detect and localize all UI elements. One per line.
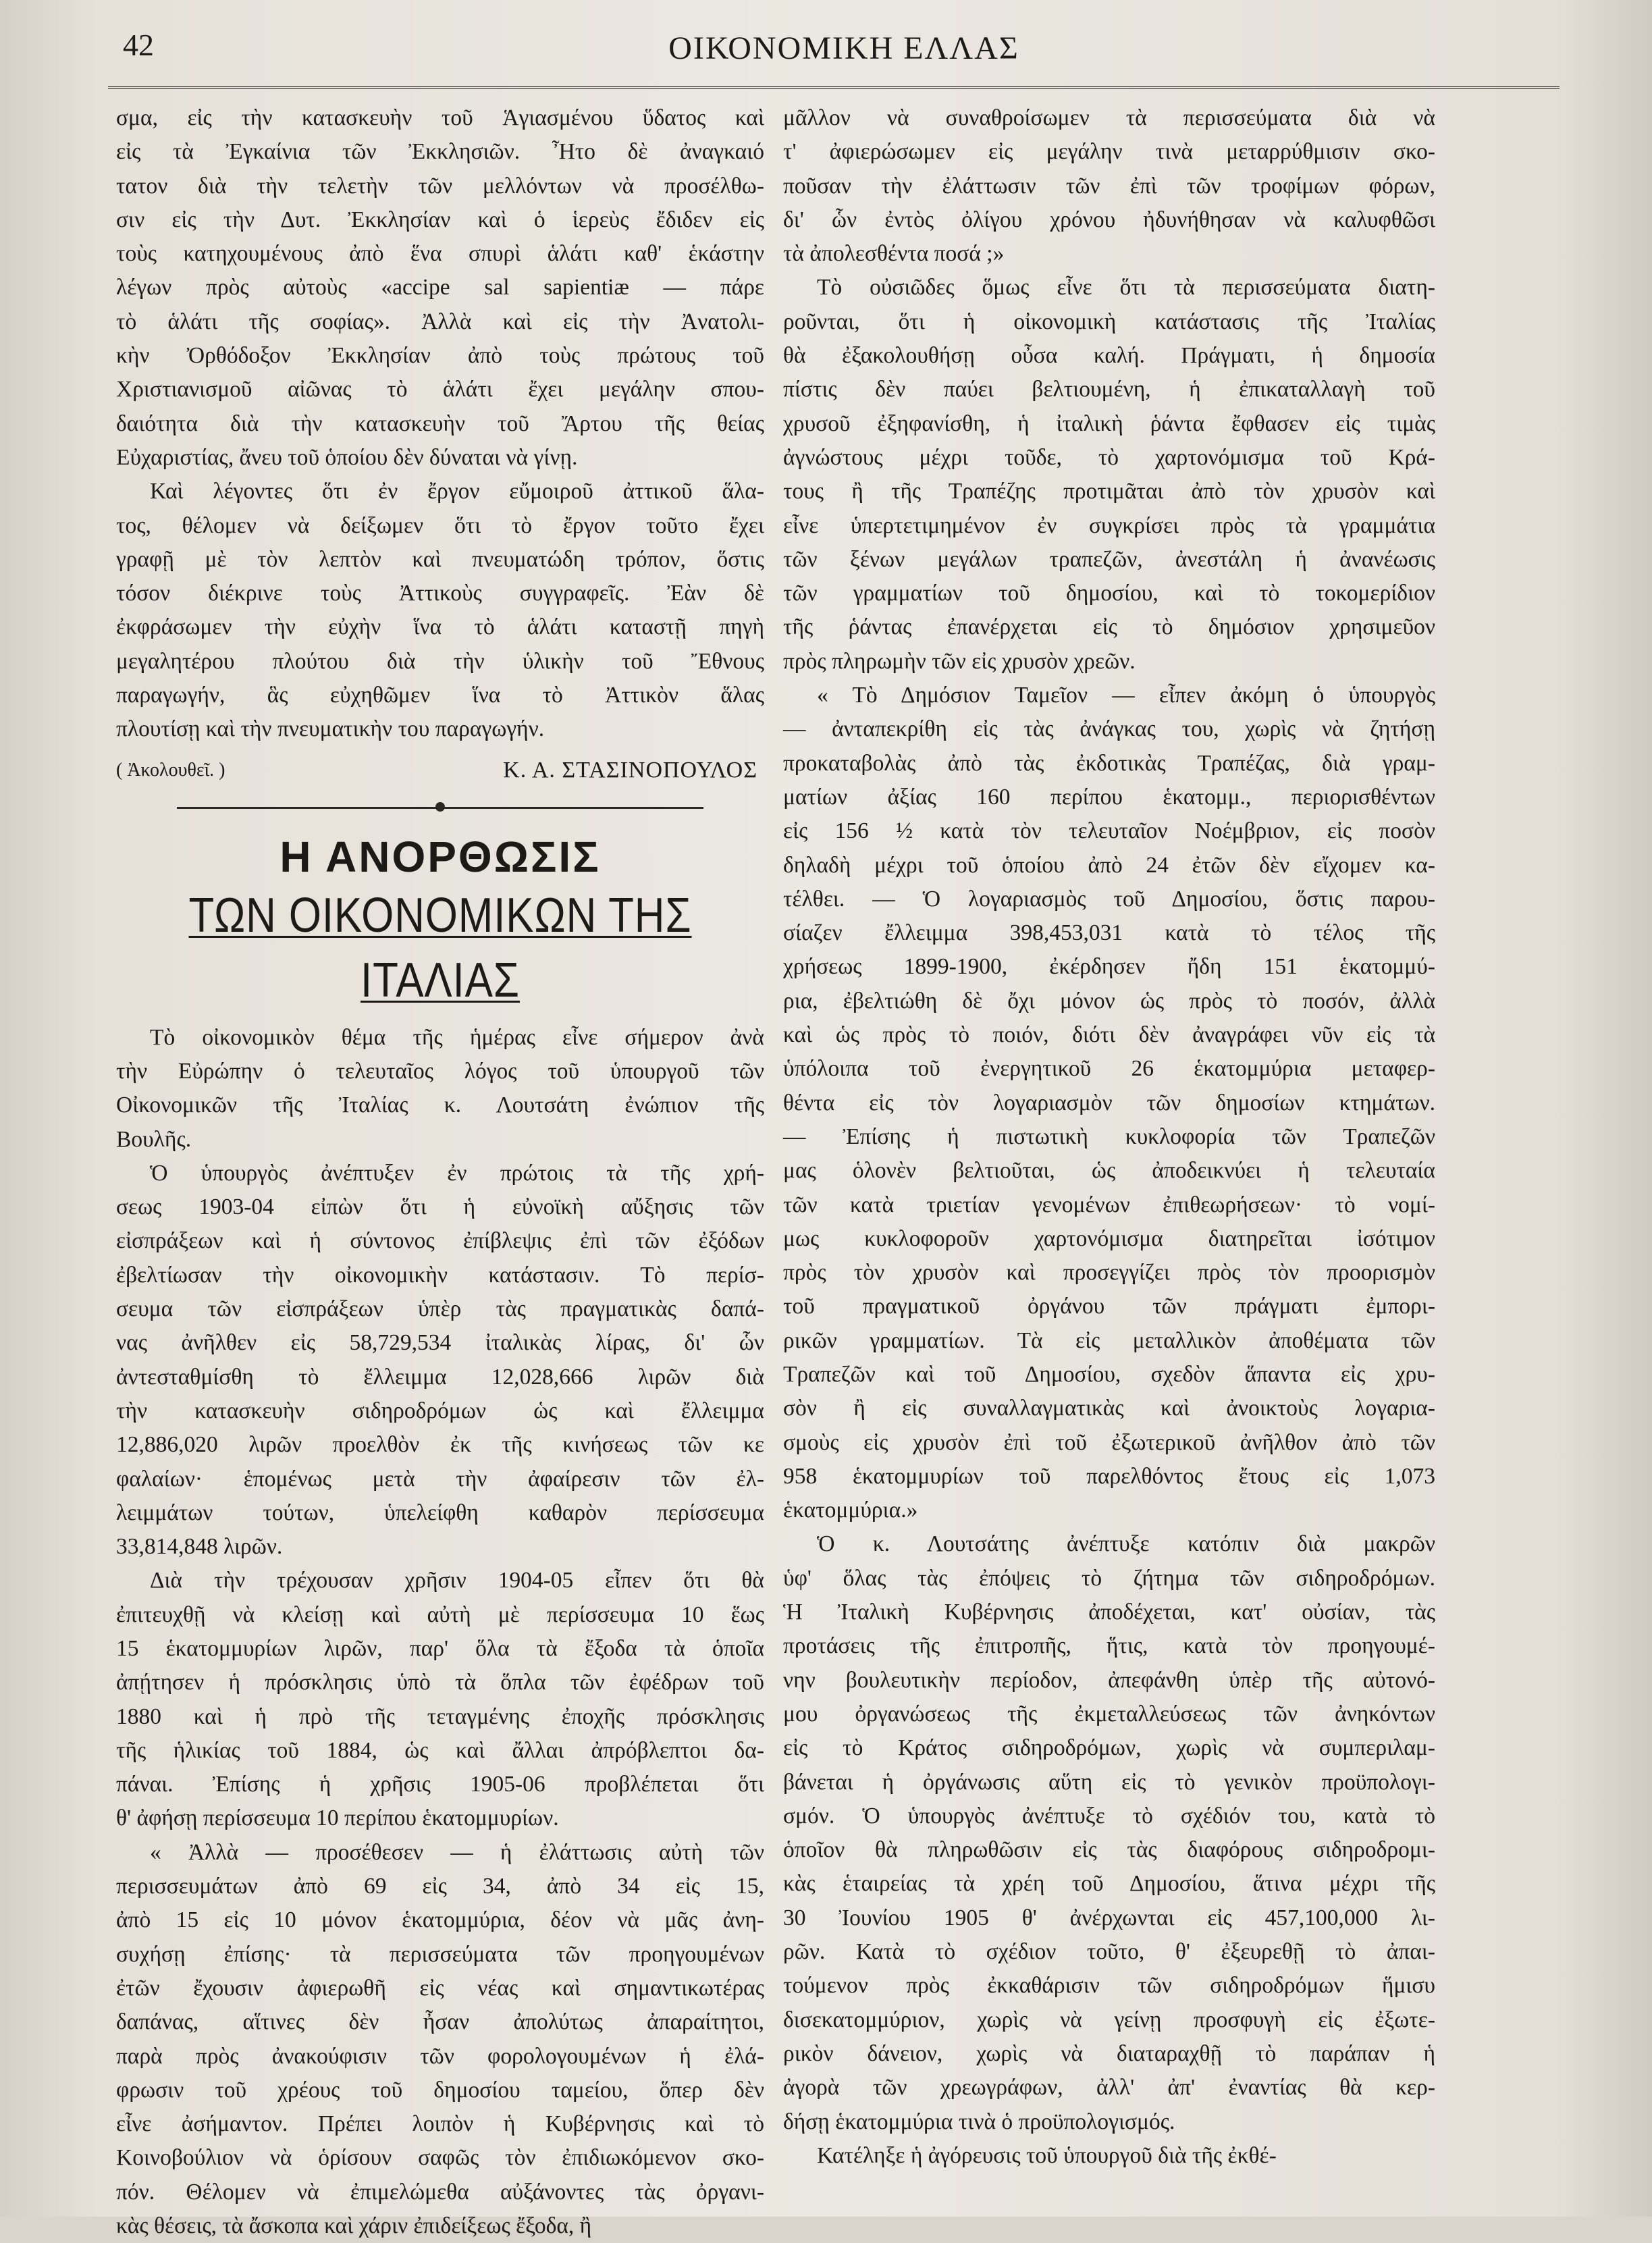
text-line: Τραπεζῶν καὶ τοῦ Δημοσίου, σχεδὸν ἅπαντα εἰς χρυ- bbox=[783, 1361, 1435, 1387]
text-line: εἶνε ἀσήμαντον. Πρέπει λοιπὸν ἡ Κυβέρνησις καὶ τὸ bbox=[116, 2111, 764, 2137]
paragraph bbox=[116, 1564, 764, 1835]
text-line: — ἀνταπεκρίθη εἰς τὰς ἀνάγκας του, χωρὶς νὰ ζητήσῃ bbox=[783, 716, 1435, 742]
text-line: 30 Ἰουνίου 1905 θ' ἀνέρχωνται εἰς 457,100,000 λι- bbox=[783, 1905, 1435, 1930]
text-line: ρια, ἐβελτιώθη δὲ ὄχι μόνον ὡς πρὸς τὸ ποσόν, ἀλλὰ bbox=[783, 988, 1435, 1013]
text-line: σὸν ἢ εἰς συναλλαγματικὰς καὶ ἀνοικτοὺς λογαρια- bbox=[783, 1396, 1435, 1421]
text-line: ἀγορὰ τῶν χρεωγράφων, ἀλλ' ἀπ' ἐναντίας θὰ κερ- bbox=[783, 2075, 1435, 2101]
text-line: Καὶ λέγοντες ὅτι ἐν ἔργον εὔμοιροῦ ἀττικοῦ ἅλα- bbox=[150, 479, 764, 504]
text-line: τόσον διέκρινε τοὺς Ἀττικοὺς συγγραφεῖς. Ἐὰν δὲ bbox=[116, 581, 764, 606]
paragraph bbox=[783, 679, 1435, 1527]
text-line: δι' ὧν ἐντὸς ὀλίγου χρόνου ἠδυνήθησαν νὰ καλυφθῶσι bbox=[783, 207, 1435, 232]
text-line: κὰς ἑταιρείας τὰ χρέη τοῦ Δημοσίου, ἅτινα μέχρι τῆς bbox=[783, 1871, 1435, 1897]
running-title: ΟΙΚΟΝΟΜΙΚΗ ΕΛΛΑΣ bbox=[668, 30, 1019, 66]
text-line: Οἰκονομικῶν τῆς Ἰταλίας κ. Λουτσάτη ἐνώπιον τῆς bbox=[116, 1092, 764, 1118]
text-line: θὰ ἐξακολουθήσῃ οὖσα καλή. Πράγματι, ἡ δημοσία bbox=[783, 343, 1435, 369]
text-line: ρῶν. Κατὰ τὸ σχέδιον τοῦτο, θ' ἐξευρεθῇ τὸ ἀπαι- bbox=[783, 1939, 1435, 1965]
text-line: ὑφ' ὅλας τὰς ἐπόψεις τὸ ζήτημα τῶν σιδηροδρόμων. bbox=[783, 1565, 1435, 1591]
text-line: πάναι. Ἐπίσης ἡ χρῆσις 1905-06 προβλέπεται ὅτι bbox=[116, 1772, 764, 1797]
text-line: Εὐχαριστίας, ἄνευ τοῦ ὁποίου δὲν δύναται νὰ γίνῃ. bbox=[116, 444, 578, 470]
text-line: τῶν ξένων μεγάλων τραπεζῶν, ἀνεστάλη ἡ ἀνανέωσις bbox=[783, 546, 1435, 572]
article-signature bbox=[116, 752, 764, 790]
text-line: πλουτίσῃ καὶ τὴν πνευματικὴν του παραγωγήν. bbox=[116, 716, 545, 742]
text-line: εἰσπράξεων καὶ ἡ σύντονος ἐπίβλεψις ἐπὶ τῶν ἐξόδων bbox=[116, 1228, 764, 1254]
text-line: κὴν Ὀρθόδοξον Ἐκκλησίαν ἀπὸ τοὺς πρώτους τοῦ bbox=[116, 343, 764, 369]
text-line: Χριστιανισμοῦ αἰῶνας τὸ ἁλάτι ἔχει μεγάλην σπου- bbox=[116, 377, 764, 402]
page-number: 42 bbox=[123, 28, 154, 62]
paragraph bbox=[783, 271, 1435, 679]
text-line: πόν. Θέλομεν νὰ ἐπιμελώμεθα αὐξάνοντες τὰς ὀργανι- bbox=[116, 2179, 764, 2205]
text-line: ὑπόλοιπα τοῦ ἐνεργητικοῦ 26 ἑκατομμύρια μεταφερ- bbox=[783, 1056, 1435, 1082]
text-line: τούμενον πρὸς ἐκκαθάρισιν τῶν σιδηροδρόμων ἥμισυ bbox=[783, 1973, 1435, 1999]
text-line: τέλθει. — Ὁ λογαριασμὸς τοῦ Δημοσίου, ὅστις παρου- bbox=[783, 886, 1435, 912]
paragraph bbox=[116, 1157, 764, 1564]
paragraph bbox=[783, 2139, 1435, 2173]
text-line: σίαζεν ἔλλειμμα 398,453,031 κατὰ τὸ τέλος τῆς bbox=[783, 920, 1435, 946]
headline: Η ΑΝΟΡΘΩΣΙΣ bbox=[279, 832, 601, 881]
text-line: τῶν γραμματίων τοῦ δημοσίου, καὶ τὸ τοκομερίδιον bbox=[783, 581, 1435, 606]
text-line: φρωσιν τοῦ χρέους τοῦ δημοσίου ταμείου, ὅπερ δὲν bbox=[116, 2077, 764, 2103]
text-line: δισεκατομμύριον, χωρὶς νὰ γείνῃ προσφυγὴ εἰς ἐξωτε- bbox=[783, 2007, 1435, 2032]
text-line: χρυσοῦ ἐξηφανίσθη, ἡ ἰταλικὴ ῥάντα ἔφθασεν εἰς τιμὰς bbox=[783, 411, 1435, 436]
left-column bbox=[116, 101, 764, 2243]
text-line: Ὁ κ. Λουτσάτης ἀνέπτυξε κατόπιν διὰ μακρῶν bbox=[817, 1531, 1435, 1557]
header-rule bbox=[108, 86, 1560, 89]
text-line: ἐκφράσωμεν τὴν εὐχὴν ἵνα τὸ ἁλάτι καταστῇ πηγὴ bbox=[116, 614, 764, 640]
text-line: Κατέληξε ἡ ἀγόρευσις τοῦ ὑπουργοῦ διὰ τῆς ἐκθέ- bbox=[817, 2142, 1277, 2168]
paragraph bbox=[783, 101, 1435, 271]
to-be-continued-note: ( Ἀκολουθεῖ. ) bbox=[116, 760, 225, 781]
text-line: βάνεται ἡ ὀργάνωσις αὕτη εἰς τὸ γενικὸν προϋπολογι- bbox=[783, 1769, 1435, 1795]
author-name: Κ. Α. ΣΤΑΣΙΝΟΠΟΥΛΟΣ bbox=[503, 758, 757, 783]
text-line: ροῦνται, ὅτι ἡ οἰκονομικὴ κατάστασις τῆς Ἰταλίας bbox=[783, 309, 1435, 334]
text-line: πρὸς πληρωμὴν τῶν εἰς χρυσὸν χρεῶν. bbox=[783, 648, 1136, 674]
text-line: μως κυκλοφοροῦν χαρτονόμισμα διατηρεῖται ἰσότιμον bbox=[783, 1225, 1435, 1251]
text-line: 12,886,020 λιρῶν προελθὸν ἐκ τῆς κινήσεως τῶν κε bbox=[116, 1432, 764, 1458]
text-line: νας ἀνῆλθεν εἰς 58,729,534 ἰταλικὰς λίρας, δι' ὧν bbox=[116, 1330, 764, 1356]
text-line: ἐβελτίωσαν τὴν οἰκονομικὴν κατάστασιν. Τὸ περίσ- bbox=[116, 1262, 764, 1288]
text-line: προκαταβολὰς ἀπὸ τὰς ἐκδοτικὰς Τραπέζας, διὰ γραμ- bbox=[783, 750, 1435, 776]
text-line: τῶν κατὰ τριετίαν γενομένων ἐπιθεωρήσεων· τὸ νομί- bbox=[783, 1192, 1435, 1217]
text-line: κὰς θέσεις, τὰ ἄσκοπα καὶ χάριν ἐπιδείξεως ἔξοδα, ἢ bbox=[116, 2213, 592, 2239]
paragraph bbox=[116, 1021, 764, 1157]
text-line: εἰς τὰ Ἐγκαίνια τῶν Ἐκκλησιῶν. Ἦτο δὲ ἀναγκαιό bbox=[116, 139, 764, 165]
text-line: δηλαδὴ μέχρι τοῦ ὁποίου ἀπὸ 24 ἐτῶν δὲν εἴχομεν κα- bbox=[783, 852, 1435, 878]
text-line: τοῦ πραγματικοῦ ὀργάνου τῶν πράγματι ἐμπορι- bbox=[783, 1294, 1435, 1319]
text-line: σμόν. Ὁ ὑπουργὸς ἀνέπτυξε τὸ σχέδιόν του, κατὰ τὸ bbox=[783, 1803, 1435, 1828]
text-line: σευμα τῶν εἰσπράξεων ὑπὲρ τὰς πραγματικὰς δαπά- bbox=[116, 1296, 764, 1322]
text-line: ποῦσαν τὴν ἐλάττωσιν τῶν ἐπὶ τῶν τροφίμων φόρων, bbox=[783, 173, 1435, 199]
text-line: εἰς 156 ½ κατὰ τὸν τελευταῖον Νοέμβριον, εἰς ποσὸν bbox=[783, 818, 1435, 844]
text-line: ἀντεσταθμίσθη τὸ ἔλλειμμα 12,028,666 λιρῶν διὰ bbox=[116, 1364, 764, 1390]
text-line: πίστις δὲν παύει βελτιουμένη, ἡ ἐπικαταλλαγὴ τοῦ bbox=[783, 377, 1435, 402]
continued-article-text bbox=[116, 101, 764, 475]
text-line: ματίων ἀξίας 160 περίπου ἑκατομμ., περιορισθέντων bbox=[783, 784, 1435, 810]
text-line: θέντα εἰς τὸν λογαριασμὸν τῶν δημοσίων κτημάτων. bbox=[783, 1090, 1435, 1115]
text-line: τῆς ἡλικίας τοῦ 1884, ὡς καὶ ἄλλαι ἀπρόβλεπτοι δα- bbox=[116, 1737, 764, 1763]
text-line: νην βουλευτικὴν περίοδον, ἀπεφάνθη ὑπὲρ τῆς αὐτονό- bbox=[783, 1667, 1435, 1693]
text-line: τ' ἀφιερώσωμεν εἰς μεγάλην τινὰ μεταρρύθμισιν σκο- bbox=[783, 139, 1435, 165]
text-line: πρὸς τὸν χρυσὸν καὶ προσεγγίζει πρὸς τὸν προορισμὸν bbox=[783, 1260, 1435, 1286]
text-line: λέγων πρὸς αὐτοὺς «accipe sal sapientiæ — πάρε bbox=[116, 275, 764, 300]
text-line: δαιότητα διὰ τὴν κατασκευὴν τοῦ Ἄρτου τῆς θείας bbox=[116, 411, 764, 436]
text-line: — Ἐπίσης ἡ πιστωτικὴ κυκλοφορία τῶν Τραπεζῶν bbox=[783, 1124, 1435, 1149]
text-line: ὁποῖον θὰ πληρωθῶσιν εἰς τὰς διαφόρους σιδηροδρομι- bbox=[783, 1837, 1435, 1863]
text-line: τοὺς κατηχουμένους ἀπὸ ἕνα σπυρὶ ἁλάτι καθ' ἑκάστην bbox=[116, 241, 764, 267]
text-line: Διὰ τὴν τρέχουσαν χρῆσιν 1904-05 εἶπεν ὅτι θὰ bbox=[150, 1568, 764, 1593]
text-line: Κοινοβούλιον νὰ ὁρίσουν σαφῶς τὸν ἐπιδιωκόμενον σκο- bbox=[116, 2145, 764, 2171]
text-line: προτάσεις τῆς ἐπιτροπῆς, ἥτις, κατὰ τὸν προηγουμέ- bbox=[783, 1633, 1435, 1659]
text-line: θ' ἀφήσῃ περίσσευμα 10 περίπου ἑκατομμυρίων. bbox=[116, 1805, 559, 1831]
text-line: τὴν κατασκευὴν σιδηροδρόμων ὡς καὶ ἔλλειμμα bbox=[116, 1398, 764, 1423]
paragraph bbox=[783, 1527, 1435, 2138]
text-line: ρικῶν γραμματίων. Τὰ εἰς μεταλλικὸν ἀποθέματα τῶν bbox=[783, 1327, 1435, 1353]
right-column bbox=[783, 101, 1435, 2173]
text-line: τους ἢ τῆς Τραπέζης προτιμᾶται ἀπὸ τὸν χρυσὸν καὶ bbox=[783, 479, 1435, 504]
headline-subtitle: ΤΩΝ ΟΙΚΟΝΟΜΙΚΩΝ ΤΗΣ ΙΤΑΛΙΑΣ bbox=[188, 888, 692, 1007]
text-line: εἶνε ὑπερτετιμημένον ἐν συγκρίσει πρὸς τὰ γραμμάτια bbox=[783, 512, 1435, 538]
text-line: τὸ ἁλάτι τῆς σοφίας». Ἀλλὰ καὶ εἰς τὴν Ἀνατολι- bbox=[116, 309, 764, 334]
text-line: Τὸ οὐσιῶδες ὅμως εἶνε ὅτι τὰ περισσεύματα διατη- bbox=[817, 275, 1435, 300]
text-line: μου ὀργανώσεως τῆς ἐκμεταλλεύσεως τῶν ἀνηκόντων bbox=[783, 1701, 1435, 1726]
text-line: σμα, εἰς τὴν κατασκευὴν τοῦ Ἁγιασμένου ὕδατος καὶ bbox=[116, 105, 764, 130]
text-line: Τὸ οἰκονομικὸν θέμα τῆς ἡμέρας εἶνε σήμερον ἀνὰ bbox=[150, 1024, 764, 1050]
text-line: παρὰ πρὸς ἀνακούφισιν τῶν φορολογουμένων ἡ ἐλά- bbox=[116, 2043, 764, 2069]
text-line: ἐτῶν ἔχουσιν ἀφιερωθῆ εἰς νέας καὶ σημαντικωτέρας bbox=[116, 1975, 764, 2001]
text-line: « Ἀλλὰ — προσέθεσεν — ἡ ἐλάττωσις αὐτὴ τῶν bbox=[150, 1839, 764, 1865]
text-line: ἀπὸ 15 εἰς 10 μόνον ἑκατομμύρια, δέον νὰ μᾶς ἀνη- bbox=[116, 1907, 764, 1933]
text-line: συχήσῃ ἐπίσης· τὰ περισσεύματα τῶν προηγουμένων bbox=[116, 1941, 764, 1967]
text-line: 33,814,848 λιρῶν. bbox=[116, 1534, 283, 1560]
text-line: σμοὺς εἰς χρυσὸν ἐπὶ τοῦ ἐξωτερικοῦ ἀνῆλθον ἀπὸ τῶν bbox=[783, 1429, 1435, 1455]
text-line: τῆς ῥάντας ἐπανέρχεται εἰς τὸ δημόσιον χρησιμεῦον bbox=[783, 614, 1435, 640]
text-line: μεγαλητέρου πλούτου διὰ τὴν ὑλικὴν τοῦ Ἔθνους bbox=[116, 648, 764, 674]
text-line: σιν εἰς τὴν Δυτ. Ἐκκλησίαν καὶ ὁ ἱερεὺς ἔδιδεν εἰς bbox=[116, 207, 764, 232]
page-header bbox=[0, 20, 1652, 95]
text-line: Βουλῆς. bbox=[116, 1126, 192, 1152]
text-line: μας ὁλονὲν βελτιοῦται, ὡς ἀποδεικνύει ἡ τελευταία bbox=[783, 1158, 1435, 1184]
article-separator bbox=[177, 794, 703, 821]
text-line: δήσῃ ἑκατομμύρια τινὰ ὁ προϋπολογισμός. bbox=[783, 2109, 1175, 2134]
text-line: καὶ ὡς πρὸς τὸ ποιόν, διότι δὲν ἀναγράφει νῦν εἰς τὰ bbox=[783, 1022, 1435, 1048]
separator-bullet bbox=[435, 802, 445, 812]
text-line: περισσευμάτων ἀπὸ 69 εἰς 34, ἀπὸ 34 εἰς 15, bbox=[116, 1874, 764, 1899]
paragraph bbox=[116, 1836, 764, 2243]
text-line: ἐπιτευχθῇ νὰ κλείσῃ καὶ αὐτὴ μὲ περίσσευμα 10 ἕως bbox=[116, 1602, 764, 1627]
paragraph bbox=[116, 475, 764, 746]
text-line: 1880 καὶ ἡ πρὸ τῆς τεταγμένης ἐποχῆς πρόσκλησις bbox=[116, 1704, 764, 1729]
text-line: παραγωγήν, ἃς εὐχηθῶμεν ἵνα τὸ Ἀττικὸν ἅλας bbox=[116, 683, 764, 708]
text-line: τὰ ἀπολεσθέντα ποσά ;» bbox=[783, 241, 1005, 267]
text-line: Ὁ ὑπουργὸς ἀνέπτυξεν ἐν πρώτοις τὰ τῆς χρή- bbox=[150, 1160, 764, 1186]
text-line: μᾶλλον νὰ συναθροίσωμεν τὰ περισσεύματα διὰ νὰ bbox=[783, 105, 1435, 130]
text-line: ἑκατομμύρια.» bbox=[783, 1498, 918, 1523]
text-line: λειμμάτων τούτων, ὑπελείφθη καθαρὸν περίσσευμα bbox=[116, 1500, 764, 1525]
text-line: τατον διὰ τὴν τελετὴν τῶν μελλόντων νὰ προσέλθω- bbox=[116, 173, 764, 199]
text-line: χρήσεως 1899-1900, ἐκέρδησεν ἤδη 151 ἑκατομμύ- bbox=[783, 954, 1435, 980]
text-line: εἰς τὸ Κράτος σιδηροδρόμων, χωρὶς νὰ συμπεριλαμ- bbox=[783, 1735, 1435, 1761]
text-line: φαλαίων· ἑπομένως μετὰ τὴν ἀφαίρεσιν τῶν ἐλ- bbox=[116, 1466, 764, 1492]
text-line: ἀπῄτησεν ἡ πρόσκλησις ὑπὸ τὰ ὅπλα τῶν ἐφέδρων τοῦ bbox=[116, 1670, 764, 1695]
text-line: ρικὸν δάνειον, χωρὶς νὰ διαταραχθῇ τὸ παράπαν ἡ bbox=[783, 2040, 1435, 2066]
text-line: γραφῇ μὲ τὸν λεπτὸν καὶ πνευματώδη τρόπον, ὅστις bbox=[116, 546, 764, 572]
text-line: τὴν Εὐρώπην ὁ τελευταῖος λόγος τοῦ ὑπουργοῦ τῶν bbox=[116, 1058, 764, 1084]
text-line: τος, θέλομεν νὰ δείξωμεν ὅτι τὸ ἔργον τοῦτο ἔχει bbox=[116, 512, 764, 538]
text-line: Ἡ Ἰταλικὴ Κυβέρνησις ἀποδέχεται, κατ' οὐσίαν, τὰς bbox=[783, 1600, 1435, 1625]
text-line: ἀγνώστους μέχρι τοῦδε, τὸ χαρτονόμισμα τοῦ Κρά- bbox=[783, 444, 1435, 470]
text-line: σεως 1903-04 εἰπὼν ὅτι ἡ εὐνοϊκὴ αὔξησις τῶν bbox=[116, 1194, 764, 1220]
text-line: 15 ἑκατομμυρίων λιρῶν, παρ' ὅλα τὰ ἔξοδα τὰ ὁποῖα bbox=[116, 1635, 764, 1661]
text-line: δαπάνας, αἵτινες δὲν ἦσαν ἀπολύτως ἀπαραίτητοι, bbox=[116, 2009, 764, 2035]
text-line: « Τὸ Δημόσιον Ταμεῖον — εἶπεν ἀκόμη ὁ ὑπουργὸς bbox=[817, 683, 1435, 708]
text-line: 958 ἑκατομμυρίων τοῦ παρελθόντος ἔτους εἰς 1,073 bbox=[783, 1463, 1435, 1489]
